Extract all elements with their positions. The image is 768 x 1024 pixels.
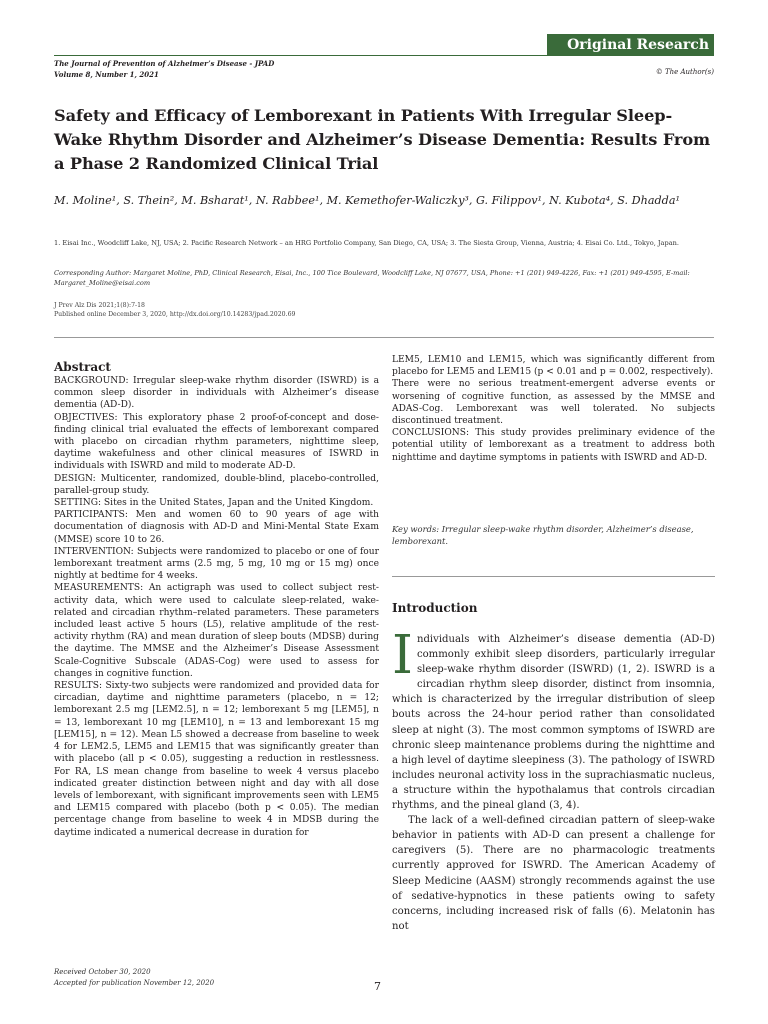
abstract-results: RESULTS: Sixty-two subjects were randomized and provided data for circadian, daytime and nighttime parameters (placebo, n = 12; lemborexant 2.5 mg [LEM2.5], n = 12; lemborexant 5 mg [LEM5], n = 13, lemborexant 10 mg [LEM10], n = 13 and lemborexant 15 mg [LEM15], n = 12). Mean L5 showed a decrease from baseline to week 4 for LEM2.5, LEM5 and LEM15 that was significantly greater than with placebo (all p < 0.05), suggesting a reduction in restlessness. For RA, LS mean change from baseline to week 4 versus placebo indicated greater distinction between night and day with all dose levels of lemborexant, with significant improvements seen with LEM5 and LEM15 compared with placebo (both p < 0.05). The median percentage change from baseline to week 4 in MDSB during the daytime indicated a numerical decrease in duration for: [54, 681, 379, 838]
introduction-paragraph-1: [392, 625, 715, 813]
abstract-heading: Abstract: [54, 360, 111, 374]
abstract-intervention: INTERVENTION: Subjects were randomized to placebo or one of four lemborexant treatment arms (2.5 mg, 5 mg, 10 mg or 15 mg) once nightly at bedtime for 4 weeks.: [54, 546, 379, 582]
affiliations: 1. Eisai Inc., Woodcliff Lake, NJ, USA; 2. Pacific Research Network – an HRG Portfolio Company, San Diego, CA, USA; 3. The Siesta Group, Vienna, Austria; 4. Eisai Co. Ltd., Tokyo, Japan.: [54, 239, 679, 247]
received-date: Received October 30, 2020: [54, 968, 151, 976]
introduction-paragraph-2: The lack of a well-defined circadian pattern of sleep-wake behavior in patients with AD-D can present a challenge for caregivers (5). There are no pharmacologic treatments currently approved for ISWRD. The American Academy of Sleep Medicine (AASM) strongly recommends against the use of sedative-hypnotics in these patients owing to safety concerns, including increased risk of falls (6). Melatonin has not: [392, 815, 715, 932]
header-rule: [54, 55, 714, 56]
abstract-design: DESIGN: Multicenter, randomized, double-blind, placebo-controlled, parallel-group study.: [54, 473, 379, 496]
section-divider: [54, 337, 714, 338]
article-title: Safety and Efficacy of Lemborexant in Patients With Irregular Sleep-Wake Rhythm Disorder and Alzheimer’s Disease Dementia: Results From a Phase 2 Randomized Clinical Trial: [54, 106, 711, 173]
copyright-notice: © The Author(s): [655, 68, 714, 76]
abstract-background: BACKGROUND: Irregular sleep-wake rhythm disorder (ISWRD) is a common sleep disorder in individuals with Alzheimer’s disease dementia (AD-D).: [54, 376, 379, 411]
abstract-measurements: MEASUREMENTS: An actigraph was used to collect subject rest-activity data, which were used to calculate sleep-related, wake-related and circadian rhythm–related parameters. These parameters included least active 5 hours (L5), relative amplitude of the rest-activity rhythm (RA) and mean duration of sleep bouts (MDSB) during the daytime. The MMSE and the Alzheimer’s Disease Assessment Scale-Cognitive Subscale (ADAS-Cog) were used to assess for changes in cognitive function.: [54, 583, 379, 679]
abstract-objectives: OBJECTIVES: This exploratory phase 2 proof-of-concept and dose-finding clinical trial evaluated the effects of lemborexant compared with placebo on circadian rhythm parameters, nighttime sleep, daytime wakefulness and other clinical measures of ISWRD in individuals with ISWRD and mild to moderate AD-D.: [54, 412, 379, 472]
author-list: M. Moline¹, S. Thein², M. Bsharat¹, N. Rabbee¹, M. Kemethofer-Waliczky³, G. Filippov¹, N. Kubota⁴, S. Dhadda¹: [54, 194, 680, 207]
abstract-safety: There were no serious treatment-emergent adverse events or worsening of cognitive function, as assessed by the MMSE and ADAS-Cog. Lemborexant was well tolerated. No subjects discontinued treatment.: [392, 379, 715, 427]
keywords-divider: [392, 576, 715, 577]
abstract-participants: PARTICIPANTS: Men and women 60 to 90 years of age with documentation of diagnosis with AD-D and Mini-Mental State Exam (MMSE) score 10 to 26.: [54, 510, 379, 545]
abstract-results-continued: LEM5, LEM10 and LEM15, which was significantly different from placebo for LEM5 and LEM15 (p < 0.01 and p = 0.002, respectively).: [392, 355, 715, 378]
introduction-heading: Introduction: [392, 601, 478, 615]
citation: J Prev Alz Dis 2021;1(8):7-18: [54, 302, 145, 309]
accepted-date: Accepted for publication November 12, 2020: [54, 979, 215, 987]
introduction-paragraph-1-text: ndividuals with Alzheimer’s disease dementia (AD-D) commonly exhibit sleep disorders, particularly irregular sleep-wake rhythm disorder (ISWRD) (1, 2). ISWRD is a circadian rhythm sleep disorder, distinct from insomnia, which is characterized by the irregular distribution of sleep bouts across the 24-hour period rather than consolidated sleep at night (3). The most common symptoms of ISWRD are chronic sleep maintenance problems during the nighttime and a high level of daytime sleepiness (3). The pathology of ISWRD includes neuronal activity loss in the suprachiasmatic nucleus, a structure within the hypothalamus that controls circadian rhythms, and the pineal gland (3, 4).: [392, 634, 715, 812]
drop-cap: I: [392, 625, 413, 686]
abstract-setting: SETTING: Sites in the United States, Japan and the United Kingdom.: [54, 498, 374, 509]
published-info: Published online December 3, 2020, http://dx.doi.org/10.14283/jpad.2020.69: [54, 311, 296, 318]
journal-name: The Journal of Prevention of Alzheimer’s Disease - JPAD: [54, 59, 275, 68]
journal-volume: Volume 8, Number 1, 2021: [54, 70, 159, 79]
section-label: Original Research: [547, 34, 714, 56]
keywords: Key words: Irregular sleep-wake rhythm disorder, Alzheimer’s disease, lemborexant.: [392, 524, 694, 546]
abstract-conclusions: CONCLUSIONS: This study provides preliminary evidence of the potential utility of lemborexant as a treatment to address both nighttime and daytime symptoms in patients with ISWRD and AD-D.: [392, 428, 715, 463]
right-column: [392, 354, 715, 932]
corresponding-author: Corresponding Author: Margaret Moline, PhD, Clinical Research, Eisai, Inc., 100 Tice Boulevard, Woodcliff Lake, NJ 07677, USA, Phone: +1 (201) 949-4226, Fax: +1 (201) 949-4595, E-mail: Margaret_Moline@eisai.com: [54, 269, 690, 287]
abstract-left-column: [54, 360, 379, 839]
page-number: 7: [374, 980, 381, 993]
introduction-body: [392, 625, 715, 934]
